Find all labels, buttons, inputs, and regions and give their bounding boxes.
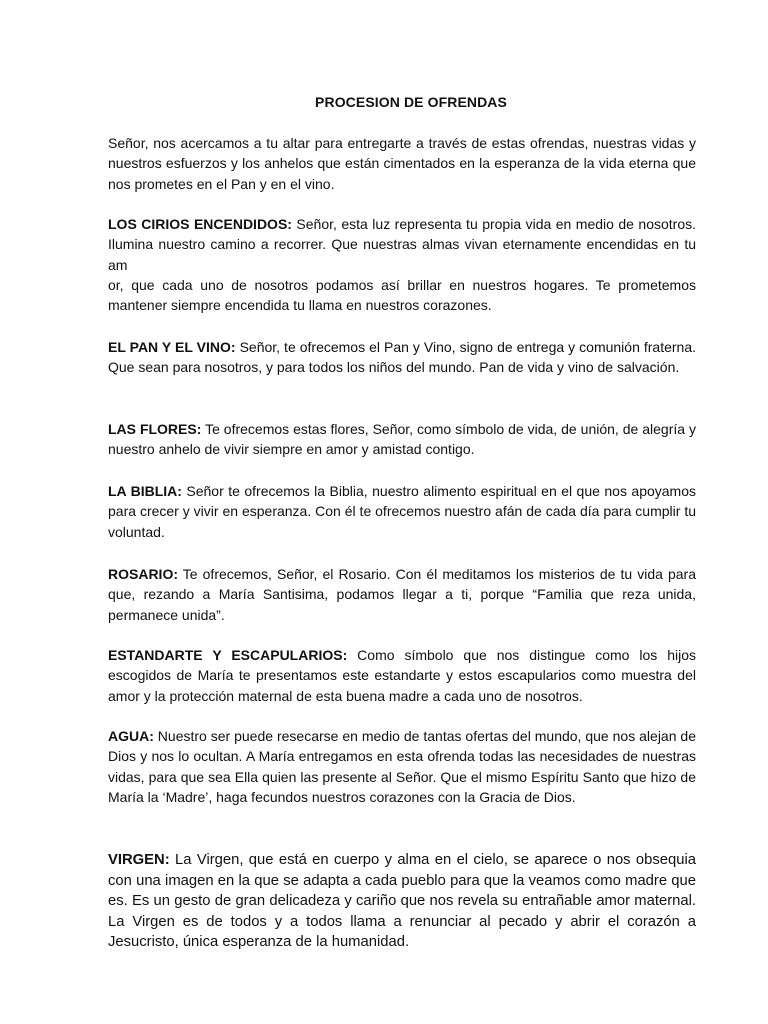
- biblia-heading: LA BIBLIA:: [108, 483, 182, 499]
- virgen-paragraph: [108, 850, 696, 953]
- rosario-paragraph: [108, 564, 696, 625]
- virgen-heading: VIRGEN:: [108, 852, 170, 868]
- virgen-text: La Virgen, que está en cuerpo y alma en el cielo, se aparece o nos obsequia con una imagen en la que se adapta a cada pueblo para que la veamos como madre que es. Es un gesto de gran delicadeza y cariño que nos revela su entrañable amor maternal. La Virgen es de todos y a todos llama a renunciar al pecado y abrir el corazón a Jesucristo, única esperanza de la humanidad.: [108, 852, 696, 951]
- flores-text: Te ofrecemos estas flores, Señor, como símbolo de vida, de unión, de alegría y nuestro anhelo de vivir siempre en amor y amistad contigo.: [108, 421, 696, 458]
- rosario-text: Te ofrecemos, Señor, el Rosario. Con él meditamos los misterios de tu vida para que, rezando a María Santisima, podamos llegar a ti, porque “Familia que reza unida, permanece unida”.: [108, 566, 696, 623]
- pan-vino-heading: EL PAN Y EL VINO:: [108, 339, 236, 355]
- rosario-heading: ROSARIO:: [108, 566, 178, 582]
- cirios-line-a: [108, 214, 696, 275]
- agua-text: Nuestro ser puede resecarse en medio de tantas ofertas del mundo, que nos alejan de Dios y nos lo ocultan. A María entregamos en esta ofrenda todas las necesidades de nuestras vidas, para que sea Ella quien las presente al Señor. Que el mismo Espíritu Santo que hizo de María la ‘Madre’, haga fecundos nuestros corazones con la Gracia de Dios.: [108, 728, 696, 805]
- flores-paragraph: [108, 419, 696, 460]
- biblia-paragraph: [108, 481, 696, 542]
- biblia-text: Señor te ofrecemos la Biblia, nuestro alimento espiritual en el que nos apoyamos para crecer y vivir en esperanza. Con él te ofrecemos nuestro afán de cada día para cumplir tu voluntad.: [108, 483, 696, 540]
- cirios-text-b: or, que cada uno de nosotros podamos así brillar en nuestros hogares. Te prometemos mantener siempre encendida tu llama en nuestros corazones.: [108, 276, 696, 314]
- pan-vino-paragraph: [108, 337, 696, 378]
- agua-paragraph: [108, 726, 696, 807]
- pan-vino-text: Señor, te ofrecemos el Pan y Vino, signo de entrega y comunión fraterna. Que sean para nosotros, y para todos los niños del mundo. Pan de vida y vino de salvación.: [108, 339, 697, 376]
- intro-paragraph: [108, 133, 696, 194]
- estandarte-text: Como símbolo que nos distingue como los hijos escogidos de María te presentamos este estandarte y estos escapularios como muestra del amor y la protección maternal de esta buena madre a cada uno de nosotros.: [108, 647, 696, 704]
- cirios-paragraph: [108, 214, 696, 315]
- cirios-heading: LOS CIRIOS ENCENDIDOS:: [108, 216, 292, 232]
- document-title: PROCESION DE OFRENDAS: [315, 94, 507, 110]
- cirios-text-a: Señor, esta luz representa tu propia vida en medio de nosotros. Ilumina nuestro camino a recorrer. Que nuestras almas vivan eternamente encendidas en tu am: [108, 216, 696, 273]
- agua-heading: AGUA:: [108, 728, 154, 744]
- estandarte-paragraph: [108, 645, 696, 706]
- flores-heading: LAS FLORES:: [108, 421, 202, 437]
- estandarte-heading: ESTANDARTE Y ESCAPULARIOS:: [108, 647, 348, 663]
- intro-text: Señor, nos acercamos a tu altar para entregarte a través de estas ofrendas, nuestras vidas y nuestros esfuerzos y los anhelos que están cimentados en la esperanza de la vida eterna que nos prometes en el Pan y en el vino.: [108, 135, 696, 192]
